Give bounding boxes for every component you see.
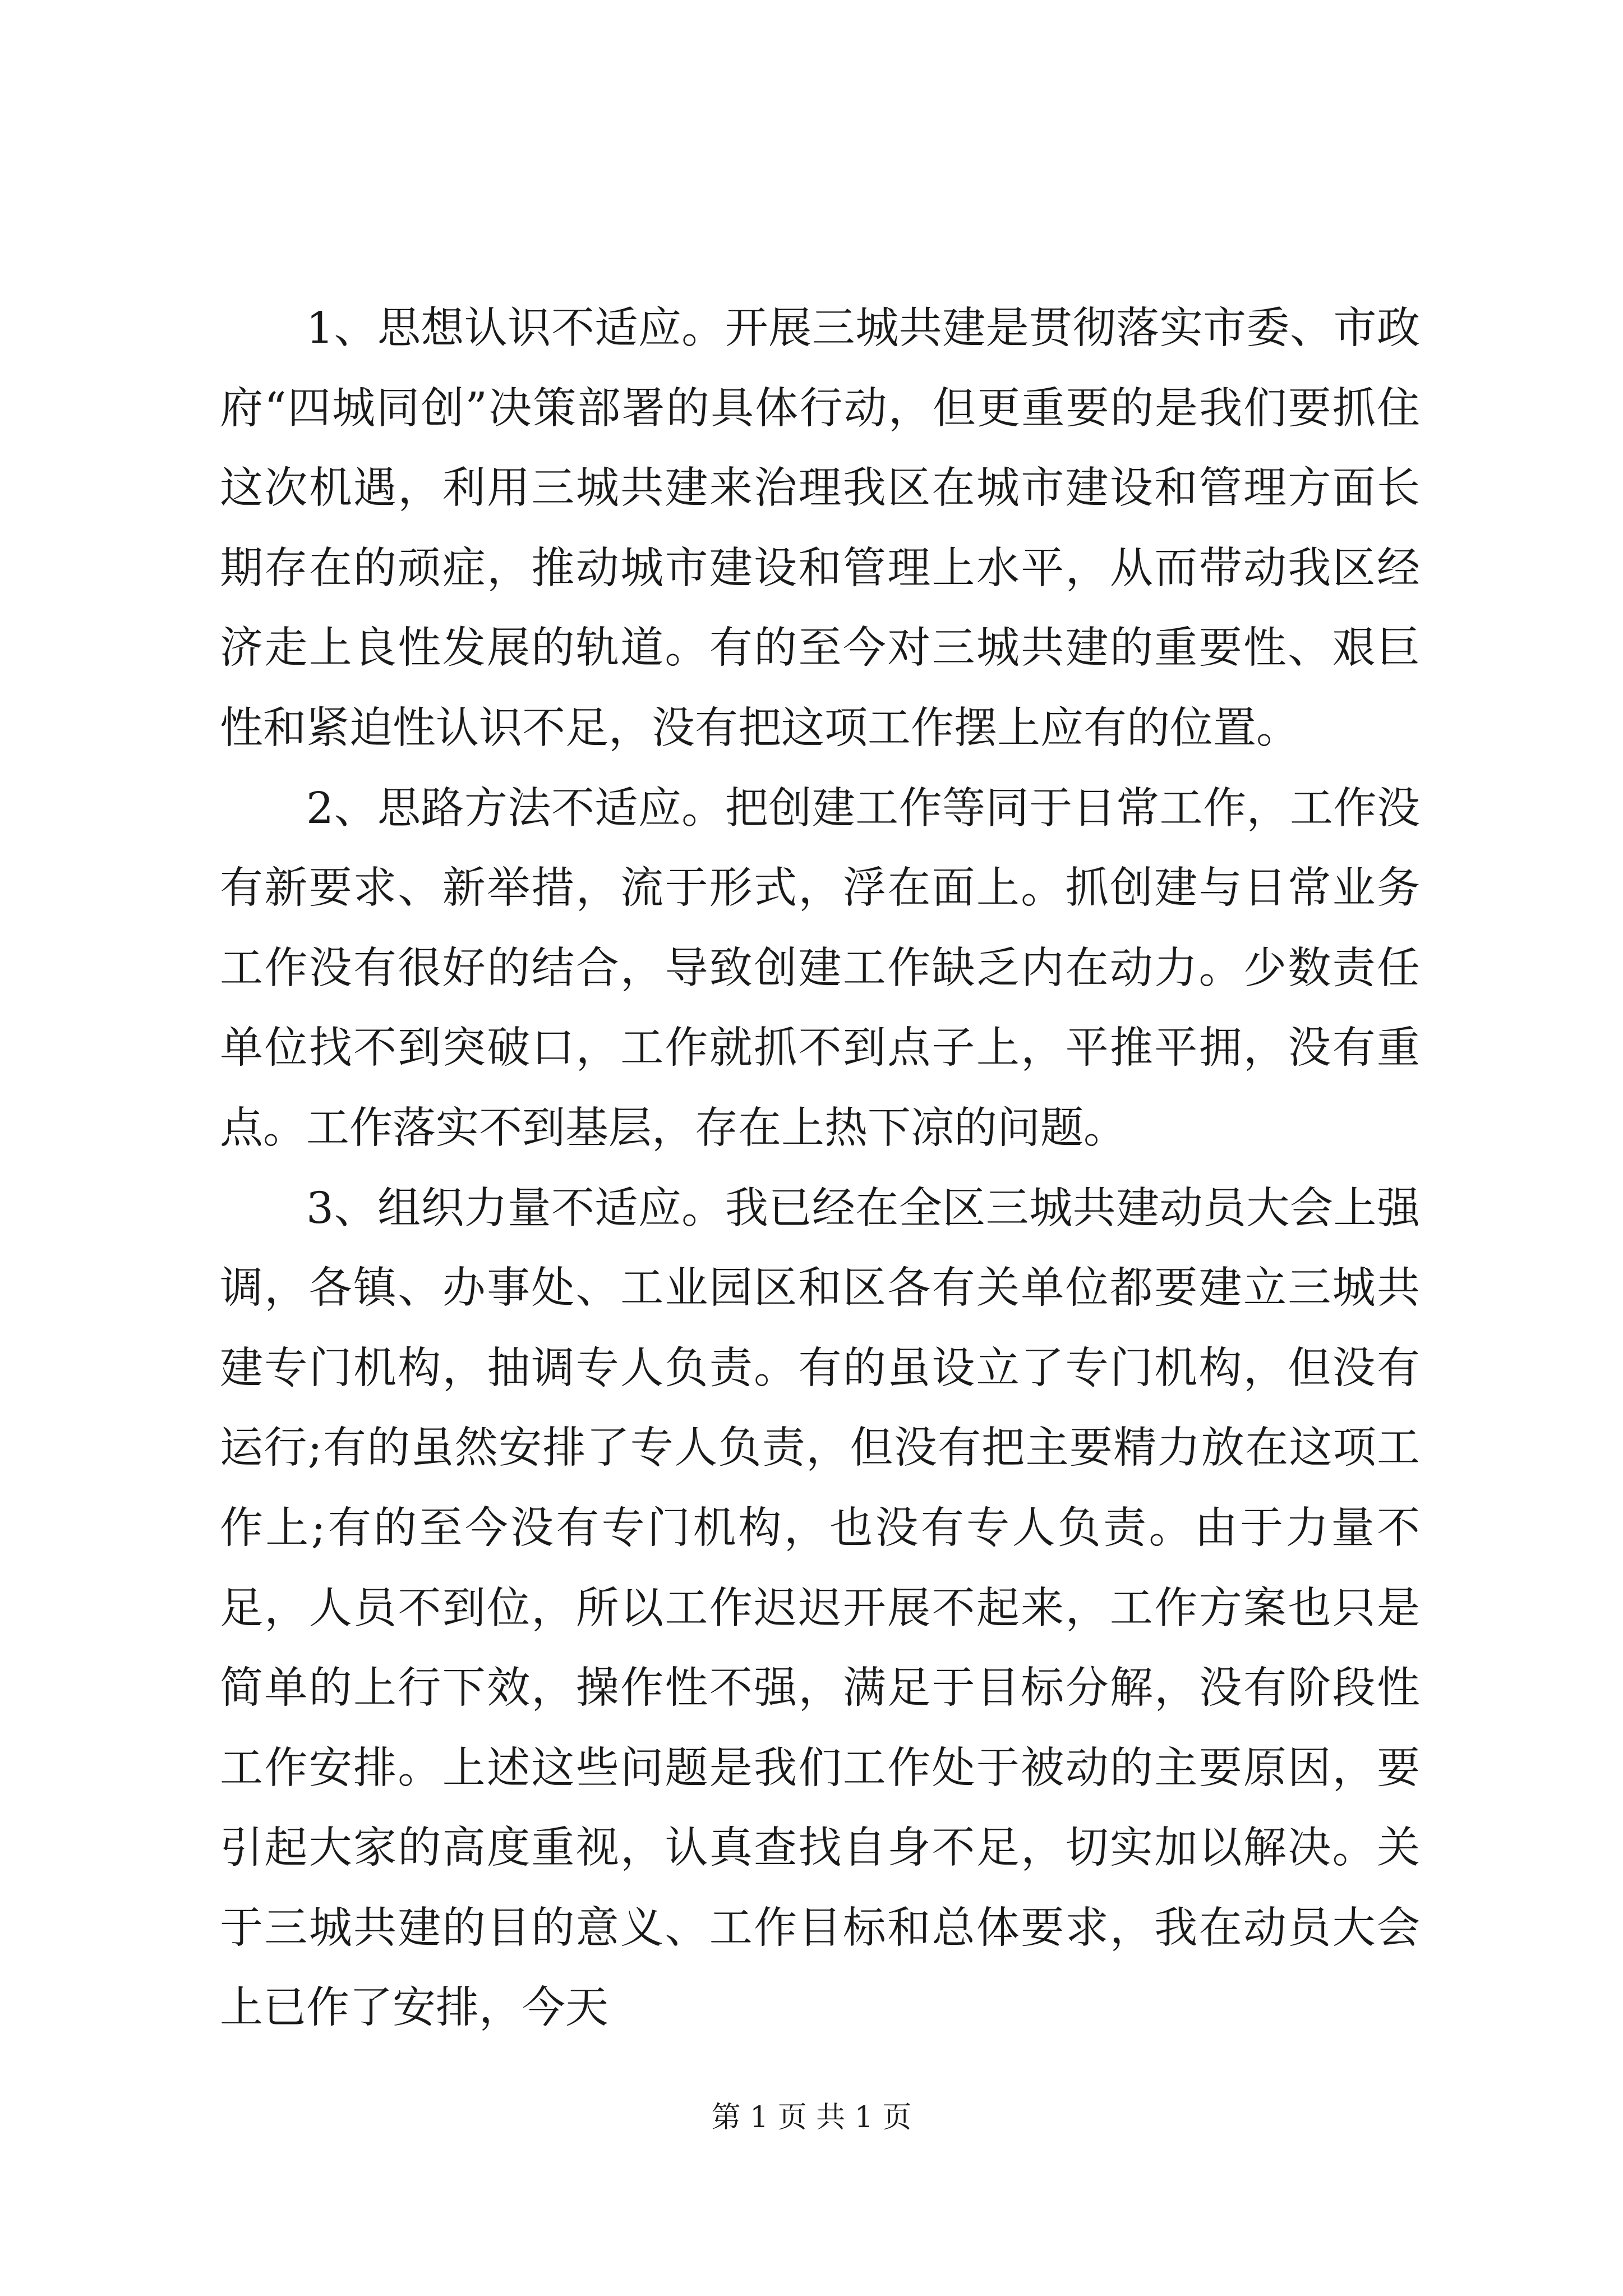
paragraph-2: 2、思路方法不适应。把创建工作等同于日常工作，工作没有新要求、新举措，流于形式，浮在面上。抓创建与日常业务工作没有很好的结合，导致创建工作缺乏内在动力。少数责任单位找不到突破口，工作就抓不到点子上，平推平拥，没有重点。工作落实不到基层，存在上热下凉的问题。 bbox=[220, 783, 1420, 1153]
paragraph-3: 3、组织力量不适应。我已经在全区三城共建动员大会上强调，各镇、办事处、工业园区和区各有关单位都要建立三城共建专门机构，抽调专人负责。有的虽设立了专门机构，但没有运行;有的虽然安排了专人负责，但没有把主要精力放在这项工作上;有的至今没有专门机构，也没有专人负责。由于力量不足，人员不到位，所以工作迟迟开展不起来，工作方案也只是简单的上行下效，操作性不强，满足于目标分解，没有阶段性工作安排。上述这些问题是我们工作处于被动的主要原因，要引起大家的高度重视，认真查找自身不足，切实加以解决。关于三城共建的目的意义、工作目标和总体要求，我在动员大会上已作了安排，今天 bbox=[220, 1183, 1420, 2033]
page-footer: 第 1 页 共 1 页 bbox=[711, 2101, 912, 2134]
paragraph-1: 1、思想认识不适应。开展三城共建是贯彻落实市委、市政府“四城同创”决策部署的具体行动，但更重要的是我们要抓住这次机遇，利用三城共建来治理我区在城市建设和管理方面长期存在的顽症，推动城市建设和管理上水平，从而带动我区经济走上良性发展的轨道。有的至今对三城共建的重要性、艰巨性和紧迫性认识不足，没有把这项工作摆上应有的位置。 bbox=[220, 303, 1420, 753]
body-text bbox=[220, 289, 1420, 2049]
